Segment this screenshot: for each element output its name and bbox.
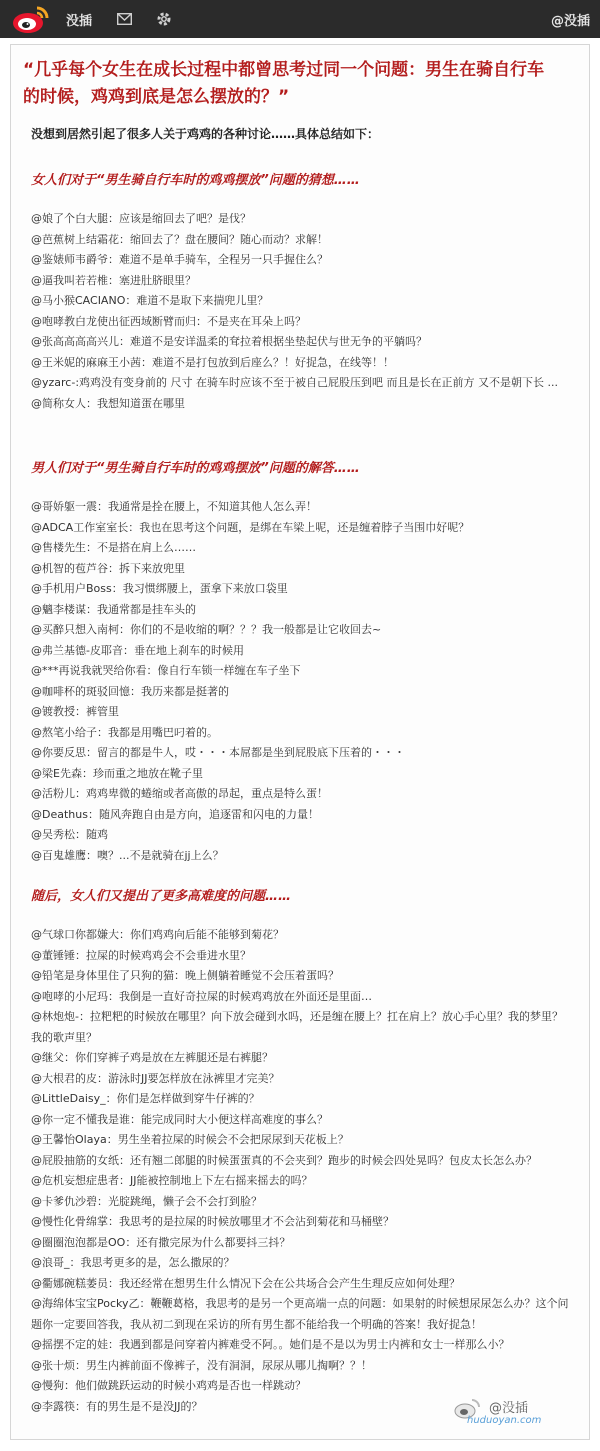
- list-item: @咆哮的小尼玛：我倒是一直好奇拉屎的时候鸡鸡放在外面还是里面…: [31, 989, 372, 1003]
- list-item: @机智的苞芦谷：拆下来放兜里: [31, 561, 185, 575]
- section-heading-men-answers: 男人们对于“男生骑自行车时的鸡鸡摆放”问题的解答……: [31, 461, 360, 476]
- nav-user-name[interactable]: 没插: [66, 13, 93, 29]
- section-heading-women-guesses: 女人们对于“男生骑自行车时的鸡鸡摆放”问题的猜想……: [31, 173, 360, 188]
- list-item: @手机用户Boss：我习惯绑腰上，蛋拿下来放口袋里: [31, 582, 288, 595]
- mail-icon[interactable]: [116, 11, 132, 27]
- list-item: @气球口你都嫌大：你们鸡鸡向后能不能够到菊花？: [31, 928, 284, 941]
- gear-icon[interactable]: [156, 11, 172, 27]
- list-item: @张十烦：男生内裤前面不像裤子，没有洞洞，尿尿从哪儿掏啊？？！: [31, 1358, 372, 1372]
- list-item: @铅笔是身体里住了只狗的猫：晚上侧躺着睡觉不会压着蛋吗？: [31, 969, 339, 982]
- list-item: @你要反思：留言的都是牛人，哎・・・本屌都是坐到屁股底下压着的・・・: [31, 746, 405, 759]
- comment-list-harder-questions: [31, 925, 571, 1417]
- post-title: “几乎每个女生在成长过程中都曾思考过同一个问题：男生在骑自行车的时候，鸡鸡到底是怎么摆放的？”: [23, 60, 545, 107]
- list-item: @芭蕉树上结霜花：缩回去了？盘在腰间？随心而动？求解！: [31, 232, 328, 246]
- list-item: @李露筷：有的男生是不是没JJ的？: [31, 1399, 203, 1413]
- list-item: @弗兰基德-皮耶音：垂在地上刹车的时候用: [31, 643, 244, 657]
- list-item: @马小猴CACIANO：难道不是取下来揣兜儿里？: [31, 294, 269, 307]
- list-item: @屁股抽筋的女纸：还有翘二郎腿的时候蛋蛋真的不会夹到？跑步的时候会四处晃吗？包皮太长怎么办？: [31, 1153, 537, 1167]
- list-item: @衢娜碗糕萎员：我还经常在想男生什么情况下会在公共场合会产生生理反应如何处理？: [31, 1276, 460, 1290]
- list-item: @买醉只想入南柯：你们的不是收缩的啊？？？我一般都是让它收回去~: [31, 623, 382, 636]
- list-item: @危机妄想症患者：JJ能被控制地上下左右摇来摇去的吗？: [31, 1174, 313, 1187]
- list-item: @百鬼雄鹰：噢？...不是就骑在jj上么？: [31, 848, 224, 862]
- list-item: @熬笔小给子：我都是用嘴巴叼着的。: [31, 725, 218, 739]
- list-item: @哥娇躯一震：我通常是拴在腰上，不知道其他人怎么弄！: [31, 500, 317, 513]
- list-item: @董锤锤：拉屎的时候鸡鸡会不会垂进水里？: [31, 948, 251, 962]
- list-item: @鉴婊师韦爵爷：难道不是单手骑车，全程另一只手握住么？: [31, 253, 328, 266]
- list-item: @逼我叫若若椎：塞进肚脐眼里？: [31, 273, 196, 287]
- comment-list-women-guesses: [31, 209, 571, 414]
- list-item: @王馨怡Olaya：男生坐着拉屎的时候会不会把尿尿到天花板上？: [31, 1133, 349, 1146]
- list-item: @售楼先生：不是搭在肩上么……: [31, 541, 196, 554]
- list-item: @张高高高高兴儿：难道不是安详温柔的耷拉着根据坐垫起伏与世无争的平躺吗？: [31, 335, 427, 348]
- list-item: @吴秀松：随鸡: [31, 828, 108, 841]
- list-item: @大根君的皮：游泳时JJ要怎样放在泳裤里才完美？: [31, 1071, 280, 1085]
- comment-list-men-answers: [31, 497, 571, 866]
- list-item: @娘了个白大腿：应该是缩回去了吧？是伐？: [31, 212, 251, 225]
- list-item: @yzarc-:鸡鸡没有变身前的 尺寸 在骑车时应该不至于被自己屁股压到吧 而且是长在正前方 又不是朝下长 ...: [31, 376, 558, 389]
- list-item: @ADCA工作室室长：我也在思考这个问题，是绑在车梁上呢，还是缠着脖子当围巾好呢？: [31, 520, 470, 534]
- list-item: @LittleDaisy_：你们是怎样做到穿牛仔裤的？: [31, 1092, 260, 1105]
- list-item: @魑李楼谋：我通常都是挂车头的: [31, 602, 196, 616]
- list-item: @慢性化骨绵掌：我思考的是拉屎的时候放哪里才不会沾到菊花和马桶壁？: [31, 1215, 394, 1228]
- list-item: @摇摆不定的娃：我遇到都是问穿着内裤难受不阿。。她们是不是以为男士内裤和女士一样那么小？: [31, 1338, 510, 1351]
- list-item: @你一定不懂我是谁：能完成同时大小便这样高难度的事么？: [31, 1112, 328, 1126]
- list-item: @活粉儿：鸡鸡卑微的蜷缩或者高傲的昂起，重点是特么蛋！: [31, 787, 328, 800]
- list-item: @梁E先森：珍而重之地放在靴子里: [31, 766, 203, 780]
- list-item: @继父：你们穿裤子鸡是放在左裤腿还是右裤腿？: [31, 1051, 273, 1064]
- list-item: @王米妮的麻麻王小茜：难道不是打包放到后座么？！好捉急，在线等！！: [31, 355, 394, 369]
- top-navigation-bar: [0, 0, 600, 38]
- list-item: @镀教授：裤管里: [31, 705, 119, 718]
- user-handle[interactable]: @没插: [550, 13, 590, 29]
- section-heading-harder-questions: 随后，女人们又提出了更多高难度的问题……: [31, 889, 292, 904]
- list-item: @浪哥_：我思考更多的是，怎么撒尿的？: [31, 1256, 235, 1269]
- list-item: @咆哮教白龙使出征西域断臂而归：不是夹在耳朵上吗？: [31, 314, 306, 328]
- watermark: [417, 1397, 577, 1433]
- list-item: @咖啡杯的斑驳回憶：我历来都是挺著的: [31, 684, 229, 698]
- list-item: @海绵体宝宝Pocky乙：鞭鞭葛格，我思考的是另一个更高端一点的问题：如果射的时候想尿尿怎么办？这个问题你一定要回答我，我从初二到现在采访的所有男生都不能给我一个明确的答案！我好捉急！: [31, 1297, 569, 1331]
- watermark-site: huduoyan.com: [467, 1415, 542, 1426]
- list-item: @慢狗：他们做跳跃运动的时候小鸡鸡是否也一样跳动？: [31, 1379, 306, 1392]
- list-item: @圈圈泡泡都是OO：还有撒完尿为什么都要抖三抖？: [31, 1235, 291, 1249]
- weibo-logo-icon[interactable]: [10, 2, 54, 36]
- watermark-handle: @没插: [489, 1401, 529, 1416]
- list-item: @卡爹仇沙碧：光腚跳绳，懒子会不会打到脸？: [31, 1194, 262, 1208]
- list-item: @林炮炮-：拉粑粑的时候放在哪里？向下放会碰到水吗，还是缠在腰上？扛在肩上？放心手心里？我的梦里？我的歌声里？: [31, 1010, 563, 1044]
- list-item: @Deathus：随风奔跑自由是方向，追逐雷和闪电的力量！: [31, 807, 319, 821]
- post-intro: 没想到居然引起了很多人关于鸡鸡的各种讨论……具体总结如下：: [31, 127, 380, 141]
- list-item: @***再说我就哭给你看：像自行车锁一样缠在车子坐下: [31, 664, 301, 677]
- list-item: @简称女人：我想知道蛋在哪里: [31, 396, 185, 410]
- post-content-panel: [10, 44, 590, 1440]
